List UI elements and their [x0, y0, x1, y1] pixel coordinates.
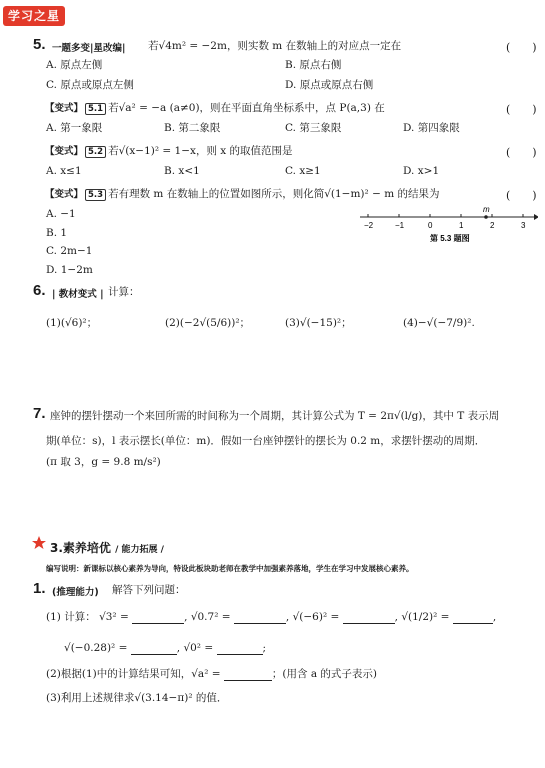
answer-parenthesis: ( )	[506, 103, 537, 116]
point-m	[484, 215, 488, 219]
answer-parenthesis: ( )	[506, 41, 537, 54]
option-c: C. 第三象限	[285, 122, 342, 134]
answer-blank[interactable]	[343, 612, 395, 624]
option-d: D. 第四象限	[403, 122, 460, 134]
question-text-line: 座钟的摆针摆动一个来回所需的时间称为一个周期，其计算公式为 T = 2π√(l/g)，其中 T 表示周	[50, 410, 500, 422]
question-stem: 计算：	[108, 286, 140, 298]
tick-label: 2	[490, 221, 495, 230]
variant-number-box: 5.2	[85, 146, 106, 158]
question-stem: 解答下列问题：	[112, 584, 186, 596]
option-c: C. x≥1	[285, 165, 321, 177]
question-tag: | 教材变式 |	[52, 289, 104, 300]
option-c: C. 2m−1	[46, 245, 93, 257]
variant-stem: 若有理数 m 在数轴上的位置如图所示，则化简√(1−m)² − m 的结果为	[108, 188, 440, 200]
option-b: B. 原点右侧	[285, 59, 342, 71]
answer-blank[interactable]	[132, 612, 184, 624]
option-a: A. −1	[46, 208, 76, 220]
answer-blank[interactable]	[224, 669, 272, 681]
expr: √0² =	[183, 642, 214, 654]
option-d: D. 1−2m	[46, 264, 93, 276]
option-d: D. 原点或原点右侧	[285, 79, 374, 91]
section-heading	[50, 539, 164, 556]
question-text-line: 期(单位：s)，l 表示摆长(单位：m)．假如一台座钟摆针的摆长为 0.2 m，求摆针摆动的周期．	[46, 435, 486, 447]
variant-5-2	[45, 144, 293, 159]
option-d: D. x>1	[403, 165, 440, 177]
answer-parenthesis: ( )	[506, 189, 537, 202]
calc-item-1: (1)(√6)²；	[46, 317, 98, 329]
calc-item-4: (4)−√(−7/9)².	[403, 317, 475, 329]
section-title: 3.素养培优	[50, 541, 111, 555]
option-a: A. 第一象限	[46, 122, 103, 134]
variant-stem: 若√a² = −a (a≠0)，则在平面直角坐标系中，点 P(a,3) 在	[108, 102, 385, 114]
part-1-row-2: √(−0.28)² = , √0² = ;	[64, 642, 267, 654]
calc-item-3: (3)√(−15)²；	[285, 317, 352, 329]
question-number: 7.	[33, 405, 46, 422]
answer-blank[interactable]	[217, 643, 263, 655]
option-a: A. 原点左侧	[46, 59, 103, 71]
option-c: C. 原点或原点左侧	[46, 79, 134, 91]
variant-label: 【变式】	[45, 146, 84, 157]
expr: √0.7² =	[190, 611, 231, 623]
variant-5-3	[45, 187, 440, 202]
question-tag: (推理能力)	[52, 587, 99, 598]
variant-label: 【变式】	[45, 103, 84, 114]
tick-label: 3	[521, 221, 526, 230]
option-b: B. 1	[46, 227, 68, 239]
answer-blank[interactable]	[131, 643, 177, 655]
tick-label: 0	[428, 221, 433, 230]
question-number: 6.	[33, 282, 46, 299]
question-number: 1.	[33, 580, 46, 597]
part-2	[46, 667, 377, 681]
question-tag: 一题多变|星改编|	[52, 43, 126, 54]
option-b: B. x<1	[164, 165, 200, 177]
question-text-line: (π 取 3，g = 9.8 m/s²)	[46, 456, 161, 468]
expr: √(−6)² =	[292, 611, 340, 623]
arrow-head-icon	[534, 214, 538, 220]
question-stem: 若√4m² = −2m，则实数 m 在数轴上的对应点一定在	[148, 40, 402, 52]
expr: √3² =	[99, 611, 129, 623]
tick-label: −1	[395, 221, 405, 230]
answer-parenthesis: ( )	[506, 146, 537, 159]
part-2-text: (2)根据(1)中的计算结果可知，√a² =	[46, 668, 221, 680]
part-3: (3)利用上述规律求√(3.14−π)² 的值．	[46, 692, 228, 704]
variant-stem: 若√(x−1)² = 1−x，则 x 的取值范围是	[108, 145, 293, 157]
answer-blank[interactable]	[453, 612, 493, 624]
part-2-tail: ；(用含 a 的式子表示)	[271, 668, 378, 680]
answer-blank[interactable]	[234, 612, 286, 624]
variant-number-box: 5.3	[85, 189, 106, 201]
brand-logo: 学习之星	[3, 6, 65, 26]
option-b: B. 第二象限	[164, 122, 221, 134]
question-number: 5.	[33, 36, 46, 53]
variant-number-box: 5.1	[85, 103, 106, 115]
part-1-label: (1) 计算：	[46, 611, 96, 623]
star-mascot-icon	[32, 535, 46, 549]
section-note: 编写说明：新课标以核心素养为导向，特设此板块助老师在教学中加强素养落地，学生在学习中发展核心素养。	[46, 564, 414, 573]
figure-caption: 第 5.3 题图	[430, 234, 470, 243]
section-subtitle: / 能力拓展 /	[115, 545, 164, 555]
variant-5-1	[45, 101, 385, 116]
tick-label: −2	[364, 221, 374, 230]
number-line-figure	[358, 205, 538, 247]
expr: √(−0.28)² =	[64, 642, 128, 654]
expr: √(1/2)² =	[401, 611, 450, 623]
part-1-row: (1) 计算： √3² = , √0.7² = , √(−6)² = , √(1/2)² = ,	[46, 611, 497, 623]
variant-label: 【变式】	[45, 189, 84, 200]
option-a: A. x≤1	[46, 165, 82, 177]
calc-item-2: (2)(−2√(5/6))²；	[165, 317, 251, 329]
point-m-label: m	[483, 205, 490, 214]
tick-label: 1	[459, 221, 464, 230]
